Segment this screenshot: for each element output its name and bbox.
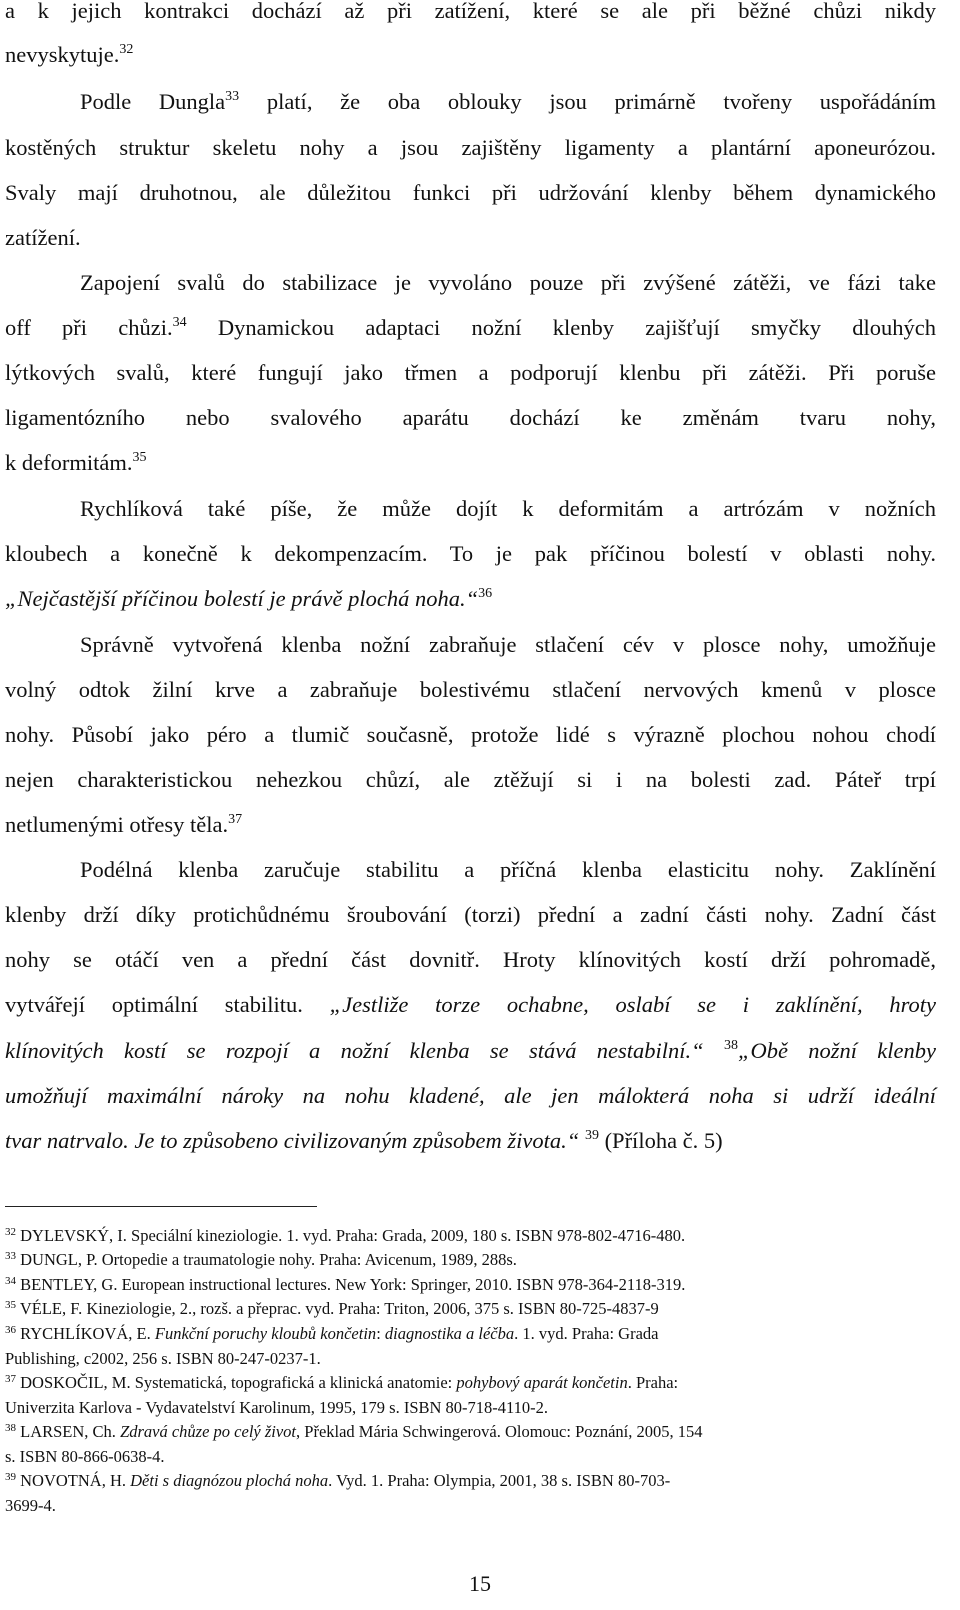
body-line: kostěných struktur skeletu nohy a jsou zajištěny ligamenty a plantární aponeurózou.	[5, 135, 936, 160]
body-line: nejen charakteristickou nehezkou chůzí, ale ztěžují si i na bolesti zad. Páteř trpí	[5, 767, 936, 792]
footnote-36-cont: Publishing, c2002, 256 s. ISBN 80-247-0237-1.	[5, 1349, 321, 1368]
paragraph-start: Správně vytvořená klenba nožní zabraňuje stlačení cév v plosce nohy, umožňuje	[80, 632, 936, 657]
footnote-38-cont: s. ISBN 80-866-0638-4.	[5, 1447, 165, 1466]
footnote-ref[interactable]: 32	[119, 42, 134, 57]
footnote-separator	[5, 1206, 317, 1207]
quote-line: „Nejčastější příčinou bolestí je právě plochá noha.“$^{36}$	[5, 586, 493, 611]
body-line: zatížení.	[5, 225, 81, 250]
paragraph-start: Zapojení svalů do stabilizace je vyvoláno pouze při zvýšené zátěži, ve fázi take	[80, 270, 936, 295]
footnote-37: $^{37}$ DOSKOČIL, M. Systematická, topografická a klinická anatomie: pohybový aparát končetin. Praha:	[5, 1373, 679, 1392]
body-line: kloubech a konečně k dekompenzacím. To je pak příčinou bolestí v oblasti nohy.	[5, 541, 936, 566]
footnote-34: $^{34}$ BENTLEY, G. European instructional lectures. New York: Springer, 2010. ISBN 978-364-2118-319.	[5, 1275, 686, 1294]
body-line: klenby drží díky protichůdnému šroubování (torzi) přední a zadní části nohy. Zadní část	[5, 902, 936, 927]
footnote-36: $^{36}$ RYCHLÍKOVÁ, E. Funkční poruchy kloubů končetin: diagnostika a léčba. 1. vyd. Praha: Grada	[5, 1324, 659, 1343]
body-line: a k jejich kontrakci dochází až při zatížení, které se ale při běžné chůzi nikdy	[5, 0, 936, 23]
footnote-ref[interactable]: 33	[225, 89, 240, 104]
body-line: ligamentózního nebo svalového aparátu dochází ke změnám tvaru nohy,	[5, 405, 936, 430]
body-line: vytvářejí optimální stabilitu. „Jestliže torze ochabne, oslabí se i zaklínění, hroty	[5, 992, 936, 1017]
footnote-ref[interactable]: 35	[132, 450, 147, 465]
body-line: nohy. Působí jako péro a tlumič současně, protože lidé s výrazně plochou nohou chodí	[5, 722, 936, 747]
footnote-ref[interactable]: 38	[723, 1038, 738, 1053]
footnote-ref[interactable]: 37	[228, 812, 243, 827]
footnote-39: $^{39}$ NOVOTNÁ, H. Děti s diagnózou plochá noha. Vyd. 1. Praha: Olympia, 2001, 38 s. ISBN 80-703-	[5, 1471, 671, 1490]
footnote-39-cont: 3699-4.	[5, 1496, 56, 1515]
quote-line: tvar natrvalo. Je to způsobeno civilizovaným způsobem života.“ $^{39}$ (Příloha č. 5)	[5, 1128, 723, 1153]
page-number: 15	[469, 1571, 491, 1596]
footnote-37-cont: Univerzita Karlova - Vydavatelství Karolinum, 1995, 179 s. ISBN 80-718-4110-2.	[5, 1398, 549, 1417]
footnote-ref[interactable]: 39	[584, 1128, 599, 1143]
body-line: lýtkových svalů, které fungují jako třmen a podporují klenbu při zátěži. Při poruše	[5, 360, 936, 385]
footnote-38: $^{38}$ LARSEN, Ch. Zdravá chůze po celý život, Překlad Mária Schwingerová. Olomouc: Poznání, 2005, 154	[5, 1422, 703, 1441]
body-line: volný odtok žilní krve a zabraňuje bolestivému stlačení nervových kmenů v plosce	[5, 677, 936, 702]
body-line: Svaly mají druhotnou, ale důležitou funkci při udržování klenby během dynamického	[5, 180, 936, 205]
paragraph-start: Podélná klenba zaručuje stabilitu a příčná klenba elasticitu nohy. Zaklínění	[80, 857, 936, 882]
footnote-33: $^{33}$ DUNGL, P. Ortopedie a traumatologie nohy. Praha: Avicenum, 1989, 288s.	[5, 1250, 517, 1269]
body-line: nevyskytuje.$^{32}$	[5, 42, 134, 67]
paragraph-start: Podle Dungla$^{33}$ platí, že oba oblouky jsou primárně tvořeny uspořádáním	[80, 89, 936, 114]
footnote-ref[interactable]: 36	[478, 586, 493, 601]
body-line: off při chůzi.$^{34}$ Dynamickou adaptaci nožní klenby zajišťují smyčky dlouhých	[5, 315, 936, 340]
footnote-35: $^{35}$ VÉLE, F. Kineziologie, 2., rozš. a přeprac. vyd. Praha: Triton, 2006, 375 s. ISBN 80-725-4837-9	[5, 1299, 659, 1318]
paragraph-start: Rychlíková také píše, že může dojít k deformitám a artrózám v nožních	[80, 496, 936, 521]
body-line: netlumenými otřesy těla.$^{37}$	[5, 812, 243, 837]
quote-line: umožňují maximální nároky na nohu kladené, ale jen málokterá noha si udrží ideální	[5, 1083, 936, 1108]
body-line: nohy se otáčí ven a přední část dovnitř. Hroty klínovitých kostí drží pohromadě,	[5, 947, 936, 972]
footnote-ref[interactable]: 34	[172, 315, 187, 330]
quote-line: klínovitých kostí se rozpojí a nožní klenba se stává nestabilní.“ $^{38}$„Obě nožní klenby	[5, 1038, 936, 1063]
body-line: k deformitám.$^{35}$	[5, 450, 147, 475]
footnote-32: $^{32}$ DYLEVSKÝ, I. Speciální kineziologie. 1. vyd. Praha: Grada, 2009, 180 s. ISBN 978-802-4716-480.	[5, 1226, 686, 1245]
